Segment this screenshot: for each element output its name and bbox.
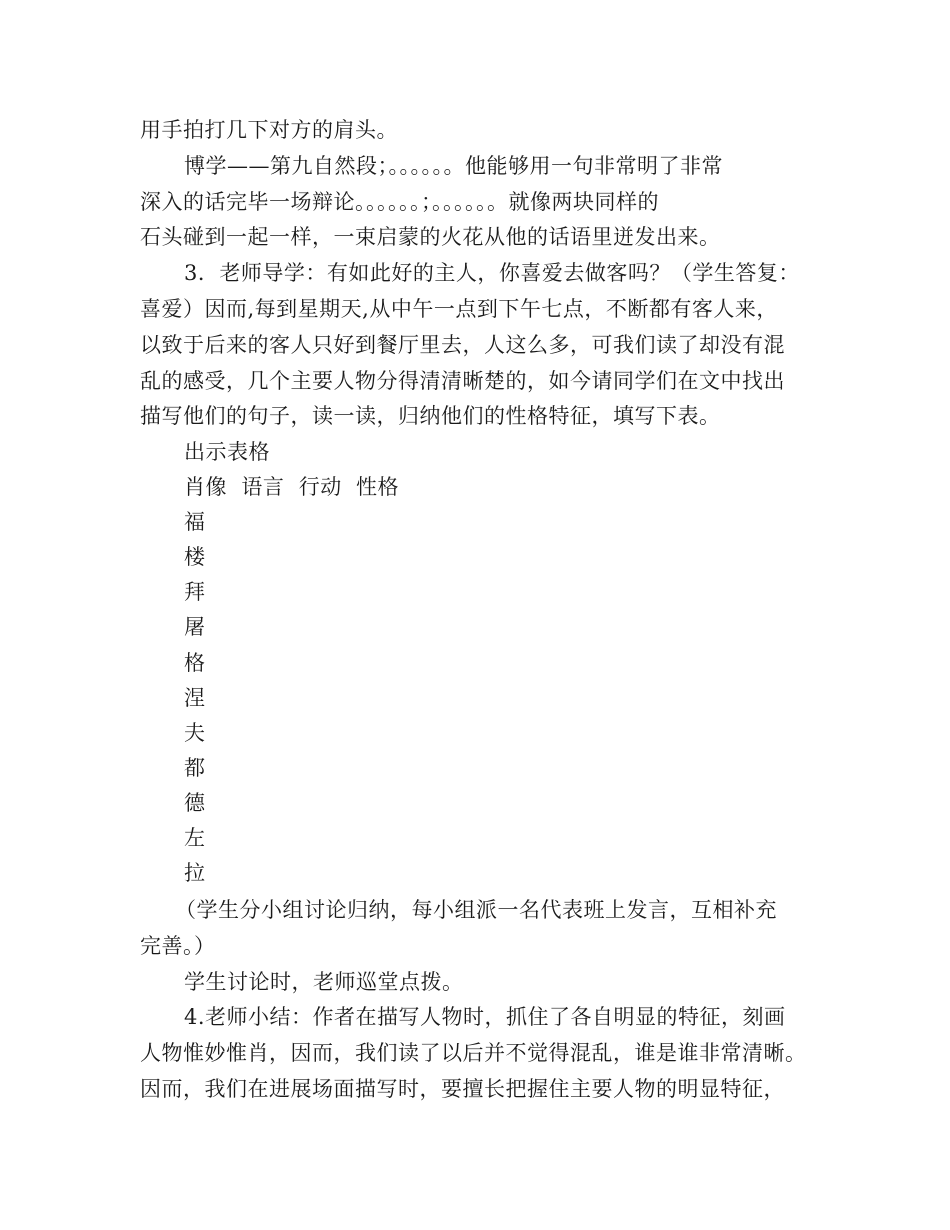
paragraph-line: 人物惟妙惟肖，因而，我们读了以后并不觉得混乱，谁是谁非常清晰。 xyxy=(140,1041,807,1065)
paragraph-line: 深入的话完毕一场辩论。。。。。。；。。。。。。就像两块同样的 xyxy=(140,190,659,214)
paragraph-line: 学生讨论时，老师巡堂点拨。 xyxy=(184,970,464,994)
paragraph-line: 描写他们的句子，读一读，归纳他们的性格特征，填写下表。 xyxy=(140,404,721,428)
table-name-char: 德 xyxy=(184,791,206,815)
paragraph-line: 3．老师导学：有如此好的主人，你喜爱去做客吗？（学生答复： xyxy=(184,261,800,285)
paragraph-line: 博学——第九自然段；。。。。。。他能够用一句非常明了非常 xyxy=(184,154,723,178)
table-name-char: 都 xyxy=(184,756,206,780)
table-name-char: 格 xyxy=(184,651,206,675)
table-header: 肖像 语言 行动 性格 xyxy=(184,475,400,499)
paragraph-line: 用手拍打几下对方的肩头。 xyxy=(140,118,398,142)
table-name-char: 左 xyxy=(184,826,206,850)
table-name-char: 屠 xyxy=(184,615,206,639)
paragraph-line: （学生分小组讨论归纳，每小组派一名代表班上发言，互相补充 xyxy=(175,898,777,922)
paragraph-line: 石头碰到一起一样，一束启蒙的火花从他的话语里迸发出来。 xyxy=(140,225,721,249)
paragraph-line: 因而，我们在进展场面描写时，要擅长把握住主要人物的明显特征， xyxy=(140,1077,785,1101)
paragraph-line: 乱的感受，几个主要人物分得清清晰楚的，如今请同学们在文中找出 xyxy=(140,369,785,393)
table-name-char: 福 xyxy=(184,510,206,534)
table-name-char: 楼 xyxy=(184,545,206,569)
table-name-char: 夫 xyxy=(184,721,206,745)
table-name-char: 拉 xyxy=(184,861,206,885)
table-name-char: 拜 xyxy=(184,580,206,604)
table-name-char: 涅 xyxy=(184,686,206,710)
paragraph-line: 喜爱）因而,每到星期天,从中午一点到下午七点，不断都有客人来， xyxy=(140,297,778,321)
table-caption: 出示表格 xyxy=(184,440,270,464)
paragraph-line: 以致于后来的客人只好到餐厅里去，人这么多，可我们读了却没有混 xyxy=(140,333,785,357)
paragraph-line: 完善。） xyxy=(140,934,216,958)
paragraph-line: 4.老师小结：作者在描写人物时，抓住了各自明显的特征，刻画 xyxy=(184,1005,786,1029)
